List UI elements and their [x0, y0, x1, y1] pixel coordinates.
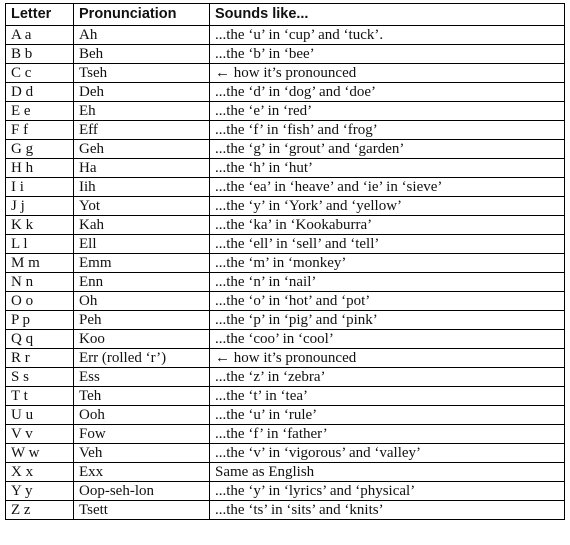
table-row: [6, 26, 565, 45]
letter-cell: P p: [6, 311, 74, 330]
pronunciation-cell: Ooh: [74, 406, 210, 425]
letter-cell: V v: [6, 425, 74, 444]
table-row: [6, 235, 565, 254]
sounds-like-cell: ...the ‘o’ in ‘hot’ and ‘pot’: [210, 292, 565, 311]
table-row: [6, 64, 565, 83]
pronunciation-cell: Eff: [74, 121, 210, 140]
pronunciation-cell: Enn: [74, 273, 210, 292]
pronunciation-cell: Deh: [74, 83, 210, 102]
pronunciation-table: [5, 3, 565, 520]
letter-cell: Y y: [6, 482, 74, 501]
pronunciation-cell: Oh: [74, 292, 210, 311]
sounds-like-cell: ...the ‘p’ in ‘pig’ and ‘pink’: [210, 311, 565, 330]
sounds-like-cell: ...the ‘d’ in ‘dog’ and ‘doe’: [210, 83, 565, 102]
pronunciation-cell: Ell: [74, 235, 210, 254]
letter-cell: Q q: [6, 330, 74, 349]
pronunciation-cell: Ess: [74, 368, 210, 387]
sounds-like-cell: ...the ‘t’ in ‘tea’: [210, 387, 565, 406]
letter-cell: J j: [6, 197, 74, 216]
sounds-like-cell: ← how it’s pronounced: [210, 349, 565, 368]
pronunciation-cell: Ah: [74, 26, 210, 45]
letter-cell: A a: [6, 26, 74, 45]
letter-cell: B b: [6, 45, 74, 64]
sounds-like-cell: Same as English: [210, 463, 565, 482]
table-row: [6, 121, 565, 140]
sounds-like-cell: ...the ‘ell’ in ‘sell’ and ‘tell’: [210, 235, 565, 254]
letter-cell: O o: [6, 292, 74, 311]
sounds-like-cell: ...the ‘e’ in ‘red’: [210, 102, 565, 121]
sounds-like-cell: ...the ‘ts’ in ‘sits’ and ‘knits’: [210, 501, 565, 520]
table-row: [6, 444, 565, 463]
table-row: [6, 311, 565, 330]
table-row: [6, 330, 565, 349]
letter-cell: K k: [6, 216, 74, 235]
table-row: [6, 425, 565, 444]
sounds-like-cell: ...the ‘z’ in ‘zebra’: [210, 368, 565, 387]
sounds-like-cell: ...the ‘v’ in ‘vigorous’ and ‘valley’: [210, 444, 565, 463]
pronunciation-cell: Emm: [74, 254, 210, 273]
letter-cell: U u: [6, 406, 74, 425]
table-row: [6, 159, 565, 178]
letter-cell: Z z: [6, 501, 74, 520]
sounds-like-cell: ...the ‘f’ in ‘fish’ and ‘frog’: [210, 121, 565, 140]
header-sounds-like: Sounds like...: [210, 4, 565, 26]
table-row: [6, 463, 565, 482]
letter-cell: T t: [6, 387, 74, 406]
pronunciation-cell: Yot: [74, 197, 210, 216]
sounds-like-cell: ...the ‘b’ in ‘bee’: [210, 45, 565, 64]
pronunciation-cell: Tsett: [74, 501, 210, 520]
sounds-like-cell: ...the ‘ea’ in ‘heave’ and ‘ie’ in ‘sieve’: [210, 178, 565, 197]
table-row: [6, 368, 565, 387]
letter-cell: M m: [6, 254, 74, 273]
pronunciation-cell: Iih: [74, 178, 210, 197]
sounds-like-cell: ...the ‘y’ in ‘lyrics’ and ‘physical’: [210, 482, 565, 501]
pronunciation-cell: Eh: [74, 102, 210, 121]
pronunciation-cell: Geh: [74, 140, 210, 159]
table-row: [6, 216, 565, 235]
sounds-like-cell: ← how it’s pronounced: [210, 64, 565, 83]
pronunciation-cell: Fow: [74, 425, 210, 444]
pronunciation-cell: Tseh: [74, 64, 210, 83]
table-row: [6, 406, 565, 425]
sounds-like-cell: ...the ‘ka’ in ‘Kookaburra’: [210, 216, 565, 235]
letter-cell: X x: [6, 463, 74, 482]
sounds-like-cell: ...the ‘u’ in ‘cup’ and ‘tuck’.: [210, 26, 565, 45]
table-row: [6, 273, 565, 292]
letter-cell: S s: [6, 368, 74, 387]
sounds-like-cell: ...the ‘y’ in ‘York’ and ‘yellow’: [210, 197, 565, 216]
pronunciation-cell: Beh: [74, 45, 210, 64]
sounds-like-cell: ...the ‘f’ in ‘father’: [210, 425, 565, 444]
letter-cell: C c: [6, 64, 74, 83]
pronunciation-cell: Koo: [74, 330, 210, 349]
sounds-like-cell: ...the ‘n’ in ‘nail’: [210, 273, 565, 292]
sounds-like-cell: ...the ‘g’ in ‘grout’ and ‘garden’: [210, 140, 565, 159]
header-letter: Letter: [6, 4, 74, 26]
letter-cell: R r: [6, 349, 74, 368]
pronunciation-cell: Oop-seh-lon: [74, 482, 210, 501]
table-row: [6, 501, 565, 520]
header-pronunciation: Pronunciation: [74, 4, 210, 26]
letter-cell: L l: [6, 235, 74, 254]
pronunciation-cell: Kah: [74, 216, 210, 235]
table-row: [6, 254, 565, 273]
letter-cell: I i: [6, 178, 74, 197]
table-row: [6, 178, 565, 197]
letter-cell: N n: [6, 273, 74, 292]
letter-cell: G g: [6, 140, 74, 159]
sounds-like-cell: ...the ‘coo’ in ‘cool’: [210, 330, 565, 349]
header-row: [6, 4, 565, 26]
table-row: [6, 349, 565, 368]
letter-cell: D d: [6, 83, 74, 102]
table-row: [6, 482, 565, 501]
table-row: [6, 140, 565, 159]
sounds-like-cell: ...the ‘h’ in ‘hut’: [210, 159, 565, 178]
pronunciation-cell: Veh: [74, 444, 210, 463]
pronunciation-cell: Exx: [74, 463, 210, 482]
table-row: [6, 102, 565, 121]
letter-cell: E e: [6, 102, 74, 121]
sounds-like-cell: ...the ‘m’ in ‘monkey’: [210, 254, 565, 273]
table-row: [6, 387, 565, 406]
sounds-like-cell: ...the ‘u’ in ‘rule’: [210, 406, 565, 425]
table-row: [6, 197, 565, 216]
table-row: [6, 83, 565, 102]
pronunciation-cell: Ha: [74, 159, 210, 178]
letter-cell: F f: [6, 121, 74, 140]
letter-cell: H h: [6, 159, 74, 178]
table-row: [6, 292, 565, 311]
table-row: [6, 45, 565, 64]
pronunciation-cell: Teh: [74, 387, 210, 406]
pronunciation-cell: Err (rolled ‘r’): [74, 349, 210, 368]
letter-cell: W w: [6, 444, 74, 463]
pronunciation-cell: Peh: [74, 311, 210, 330]
